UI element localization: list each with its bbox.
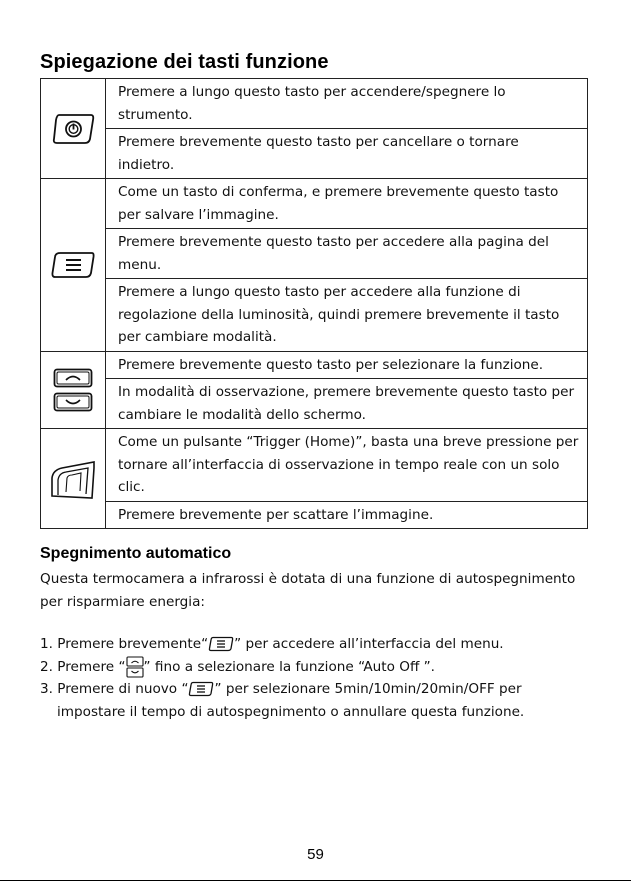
updown-key-screen-mode: In modalità di osservazione, premere brevemente questo tasto per cambiare le modalità dello schermo. [106,379,588,429]
menu-button-icon [50,251,96,279]
menu-button-icon [188,681,214,697]
power-key-cell [41,79,106,179]
auto-off-steps [40,633,610,723]
menu-key-cell [41,179,106,352]
step-2-text-before: 2. Premere “ [40,658,126,675]
trigger-key-cell [41,429,106,529]
step-1 [40,633,610,656]
down-arrow-button-icon [53,392,93,412]
step-3-continuation: impostare il tempo di autospegnimento o annullare questa funzione. [57,703,525,720]
page-number: 59 [307,846,324,863]
up-down-button-icon [126,656,144,678]
table-row [41,429,588,502]
step-3 [40,678,610,723]
table-row [41,179,588,229]
menu-button-icon [208,636,234,652]
table-row [41,279,588,352]
table-row [41,501,588,529]
footer-divider [0,880,631,881]
menu-key-long-press: Premere a lungo questo tasto per accedere alla funzione di regolazione della luminosità, quindi premere brevemente il tasto per cambiare modalità. [106,279,588,352]
power-key-long-press: Premere a lungo questo tasto per accendere/spegnere lo strumento. [106,79,588,129]
trigger-key-capture: Premere brevemente per scattare l’immagine. [106,501,588,529]
table-row [41,129,588,179]
up-arrow-button-icon [53,368,93,388]
step-1-text-after: ” per accedere all’interfaccia del menu. [234,636,504,652]
step-2 [40,656,610,679]
section-title: Spiegazione dei tasti funzione [40,51,329,73]
step-3-text-after: ” per selezionare 5min/10min/20min/OFF per [214,681,522,697]
table-row [41,351,588,379]
updown-key-select: Premere brevemente questo tasto per selezionare la funzione. [106,351,588,379]
auto-off-title: Spegnimento automatico [40,545,232,562]
table-row [41,379,588,429]
function-keys-table [40,78,588,529]
updown-key-cell [41,351,106,429]
menu-key-confirm: Come un tasto di conferma, e premere brevemente questo tasto per salvare l’immagine. [106,179,588,229]
trigger-key-home: Come un pulsante “Trigger (Home)”, basta una breve pressione per tornare all’interfaccia di osservazione in tempo reale con un solo clic. [106,429,588,502]
step-3-text-before: 3. Premere di nuovo “ [40,681,189,697]
auto-off-intro: Questa termocamera a infrarossi è dotata di una funzione di autospegnimento per risparmiare energia: [40,571,576,610]
step-1-text-before: 1. Premere brevemente“ [40,636,209,652]
power-key-short-press: Premere brevemente questo tasto per cancellare o tornare indietro. [106,129,588,179]
menu-key-short-press: Premere brevemente questo tasto per accedere alla pagina del menu. [106,229,588,279]
table-row [41,79,588,129]
trigger-button-icon [48,458,98,500]
step-2-text-after: ” fino a selezionare la funzione “Auto Off ”. [143,658,435,675]
table-row [41,229,588,279]
power-button-icon [50,112,96,146]
